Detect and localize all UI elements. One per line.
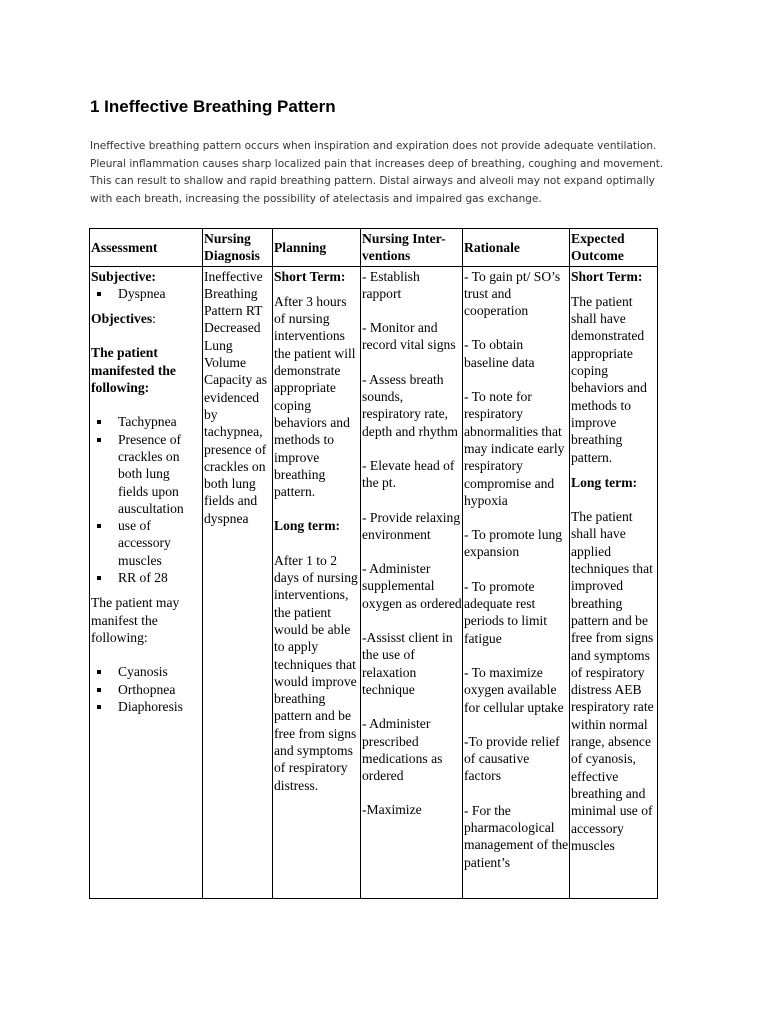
- header-diagnosis: Nursing Diagnosis: [203, 229, 273, 267]
- manifest-list: [91, 413, 202, 586]
- may-manifest-text: The patient may manifest the following:: [91, 595, 180, 645]
- rationale-item: - For the pharmacological management of the patient’s: [464, 802, 569, 870]
- interventions-cell: [361, 266, 463, 898]
- subjective-list: [91, 285, 202, 302]
- list-item: RR of 28: [91, 569, 202, 586]
- rationale-cell: [463, 266, 570, 898]
- list-item: Orthopnea: [91, 681, 202, 698]
- objectives-label: Objectives: [91, 311, 153, 327]
- outcome-short-label: Short Term:: [571, 268, 643, 284]
- header-assessment: Assessment: [90, 229, 203, 267]
- list-item: Presence of crackles on both lung fields upon auscultation: [91, 431, 202, 517]
- table-header-row: [90, 229, 658, 267]
- page-title: 1 Ineffective Breathing Pattern: [90, 97, 336, 116]
- rationale-item: - To note for respiratory abnormalities that may indicate early respiratory compromise and hypoxia: [464, 389, 565, 508]
- outcome-long-label: Long term:: [571, 474, 638, 490]
- rationale-item: - To maximize oxygen available for cellular uptake: [464, 664, 564, 715]
- may-manifest-list: [91, 663, 202, 715]
- rationale-item: - To promote adequate rest periods to limit fatigue: [464, 578, 548, 646]
- diagnosis-text: Ineffective Breathing Pattern RT Decreased Lung Volume Capacity as evidenced by tachypnea, presence of crackles on both lung fields and dyspnea: [204, 268, 268, 526]
- header-planning: Planning: [273, 229, 361, 267]
- outcome-cell: [570, 266, 658, 898]
- intro-paragraph: Ineffective breathing pattern occurs when inspiration and expiration does not provide adequate ventilation. Pleural inflammation causes sharp localized pain that increases deep of breathing, coughing and movement. This can result to shallow and rapid breathing pattern. Distal airways and alveoli may not expand optimally with each breath, increasing the possibility of atelectasis and impaired gas exchange.: [90, 140, 664, 205]
- intervention-item: -Assisst client in the use of relaxation technique: [362, 630, 453, 697]
- rationale-item: -To provide relief of causative factors: [464, 733, 560, 784]
- objectives-heading: [91, 310, 202, 327]
- intervention-item: - Establish rapport: [362, 268, 420, 301]
- intervention-item: - Elevate head of the pt.: [362, 457, 455, 491]
- care-plan-table: [89, 228, 658, 899]
- planning-short-label: Short Term:: [274, 268, 346, 284]
- list-item: use of accessory muscles: [91, 517, 202, 569]
- intervention-item: - Assess breath sounds, respiratory rate, depth and rhythm: [362, 371, 458, 439]
- objectives-colon: :: [152, 311, 156, 327]
- planning-short-text: After 3 hours of nursing interventions the patient will demonstrate appropriate coping behaviors and methods to improve breathing pattern.: [274, 293, 356, 500]
- intervention-item: - Administer prescribed medications as ordered: [362, 716, 443, 784]
- manifest-label: The patient manifested the following:: [91, 345, 176, 396]
- planning-cell: [273, 266, 361, 898]
- rationale-item: - To gain pt/ SO’s trust and cooperation: [464, 268, 561, 319]
- subjective-label: Subjective:: [91, 268, 156, 284]
- diagnosis-cell: [203, 266, 273, 898]
- list-item: Diaphoresis: [91, 698, 202, 715]
- list-item: Tachypnea: [91, 413, 202, 430]
- outcome-short-text: The patient shall have demonstrated appropriate coping behaviors and methods to improve breathing pattern.: [571, 293, 647, 465]
- intervention-item: - Administer supplemental oxygen as ordered: [362, 561, 462, 611]
- intervention-item: -Maximize: [362, 802, 422, 818]
- planning-long-label: Long term:: [274, 518, 341, 534]
- rationale-item: - To obtain baseline data: [464, 337, 535, 370]
- intervention-item: - Provide relaxing environment: [362, 509, 461, 542]
- header-interventions: Nursing Inter-ventions: [361, 229, 463, 267]
- header-outcome: Expected Outcome: [570, 229, 658, 267]
- list-item: Dyspnea: [91, 285, 202, 302]
- header-rationale: Rationale: [463, 229, 570, 267]
- table-body-row: [90, 266, 658, 898]
- list-item: Cyanosis: [91, 663, 202, 680]
- outcome-long-text: The patient shall have applied techniques that improved breathing pattern and be free from signs and symptoms of respiratory distress AEB respiratory rate within normal range, absence of cyanosis, effective breathing and minimal use of accessory muscles: [571, 509, 654, 853]
- rationale-item: - To promote lung expansion: [464, 527, 563, 560]
- planning-long-text: After 1 to 2 days of nursing interventions, the patient would be able to apply techniques that would improve breathing pattern and be free from signs and symptoms of respiratory distress.: [274, 552, 358, 793]
- assessment-cell: [90, 266, 203, 898]
- intervention-item: - Monitor and record vital signs: [362, 320, 456, 353]
